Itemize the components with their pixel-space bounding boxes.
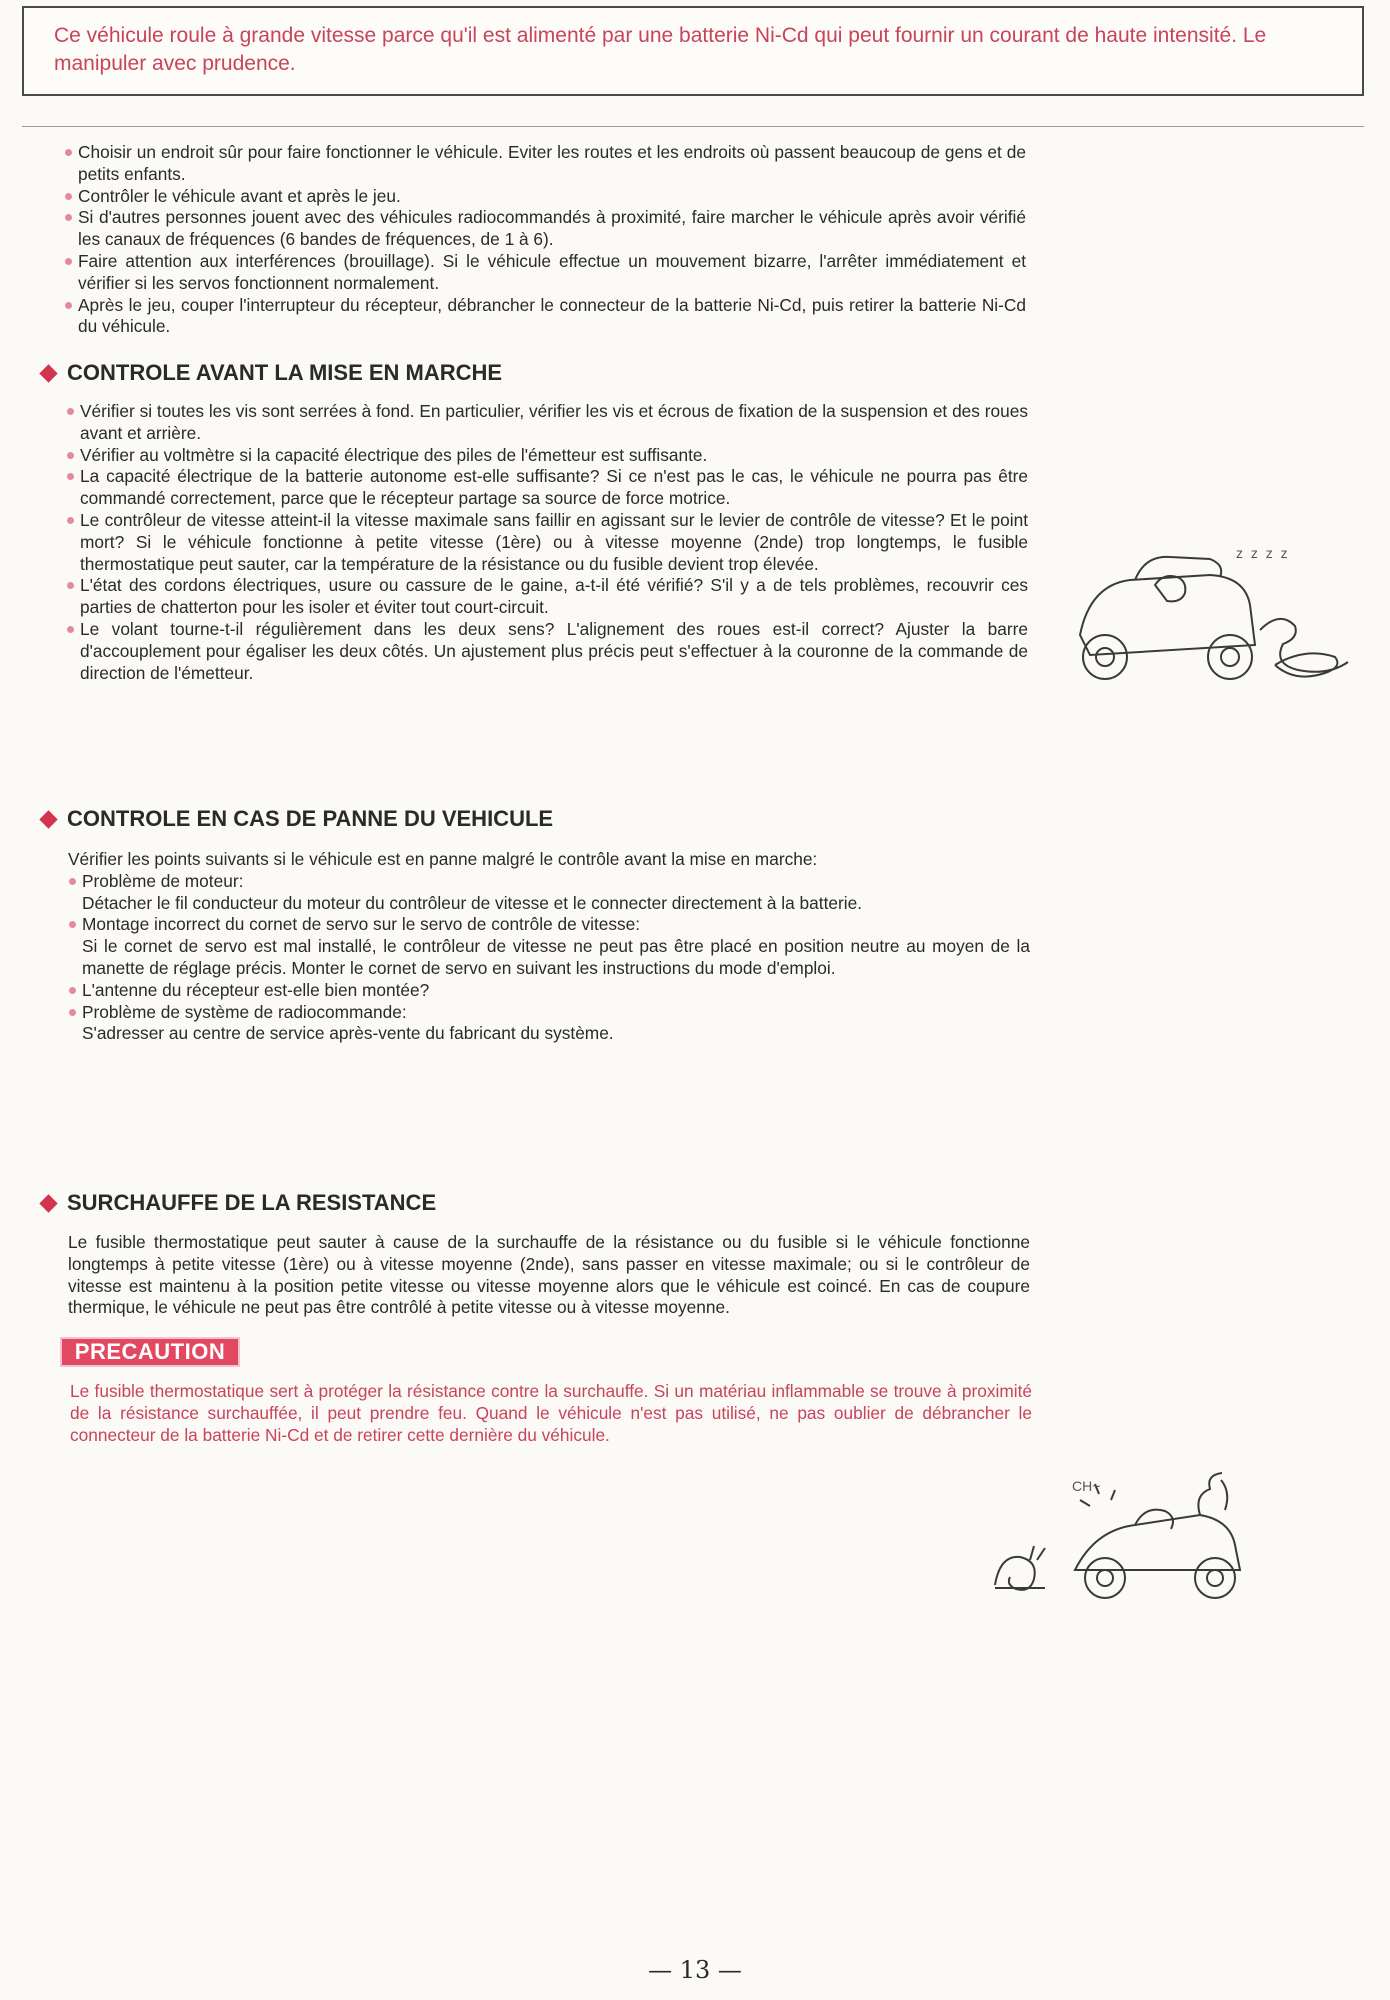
bullet-icon bbox=[65, 302, 72, 309]
panne-intro: Vérifier les points suivants si le véhicule est en panne malgré le contrôle avant la mise en marche: bbox=[68, 849, 818, 869]
bullet-icon bbox=[67, 452, 74, 459]
list-item: Le volant tourne-t-il régulièrement dans les deux sens? L'alignement des roues est-il correct? Ajuster la barre d'accouplement pour égaliser les deux côtés. Un ajustement plus précis peut s'effectuer à la couronne de la commande de direction de l'émetteur. bbox=[66, 619, 1028, 684]
list-item: Le contrôleur de vitesse atteint-il la vitesse maximale sans faillir en agissant sur le levier de contrôle de vitesse? Et le point mort? Si le véhicule fonctionne à petite vitesse (1ère) ou à vitesse moyenne (2nde) trop longtemps, le fusible thermostatique peut sauter, car la température de la résistance ou du fusible devient trop élevée. bbox=[66, 510, 1028, 575]
section-heading-controle-panne: CONTROLE EN CAS DE PANNE DU VEHICULE bbox=[38, 806, 553, 832]
diamond-icon bbox=[39, 810, 57, 828]
resistance-paragraph: Le fusible thermostatique peut sauter à cause de la surchauffe de la résistance ou du fusible si le véhicule fonctionne longtemps à petite vitesse (1ère) ou à vitesse moyenne (2nde), sans passer en vitesse maximale; ou si le contrôleur de vitesse est maintenu à la position petite vitesse ou vitesse moyenne alors que le véhicule est coincé. En cas de coupure thermique, le véhicule ne peut pas être contrôlé à petite vitesse ou à vitesse moyenne. bbox=[68, 1232, 1030, 1318]
precaution-text: Le fusible thermostatique sert à protéger la résistance contre la surchauffe. Si un matériau inflammable se trouve à proximité de la résistance surchauffée, il peut prendre feu. Quand le véhicule n'est pas utilisé, ne pas oublier de débrancher le connecteur de la batterie Ni-Cd et de retirer cette dernière du véhicule. bbox=[70, 1381, 1032, 1445]
bullet-icon bbox=[65, 214, 72, 221]
diamond-icon bbox=[39, 1194, 57, 1212]
diamond-icon bbox=[39, 364, 57, 382]
bullet-icon bbox=[65, 149, 72, 156]
page-number: — 13 — bbox=[648, 1956, 742, 1984]
panne-list bbox=[68, 871, 1030, 1045]
bullet-icon bbox=[69, 1009, 76, 1016]
controle-list bbox=[66, 401, 1028, 684]
bullet-icon bbox=[69, 878, 76, 885]
warning-box bbox=[22, 6, 1364, 96]
bullet-icon bbox=[69, 921, 76, 928]
list-item: Problème de moteur: Détacher le fil conducteur du moteur du contrôleur de vitesse et le connecter directement à la batterie. bbox=[68, 871, 1030, 915]
bullet-icon bbox=[69, 987, 76, 994]
list-item: L'état des cordons électriques, usure ou cassure de le gaine, a-t-il été vérifié? S'il y a de tels problèmes, recouvrir ces parties de chatterton pour les isoler et éviter tout court-circuit. bbox=[66, 575, 1028, 619]
snail-caption: CH~ bbox=[1072, 1478, 1101, 1494]
list-item: Contrôler le véhicule avant et après le jeu. bbox=[64, 186, 1026, 208]
precaution-label: PRECAUTION bbox=[60, 1337, 240, 1367]
list-item: Après le jeu, couper l'interrupteur du récepteur, débrancher le connecteur de la batterie Ni-Cd, puis retirer la batterie Ni-Cd du véhicule. bbox=[64, 295, 1026, 339]
divider bbox=[22, 126, 1364, 127]
bullet-icon bbox=[67, 408, 74, 415]
section-heading-surchauffe: SURCHAUFFE DE LA RESISTANCE bbox=[38, 1190, 436, 1216]
list-item: Vérifier si toutes les vis sont serrées à fond. En particulier, vérifier les vis et écrous de fixation de la suspension et des roues avant et arrière. bbox=[66, 401, 1028, 445]
list-item: Faire attention aux interférences (brouillage). Si le véhicule effectue un mouvement bizarre, l'arrêter immédiatement et vérifier si les servos fonctionnent normalement. bbox=[64, 251, 1026, 295]
warning-text: Ce véhicule roule à grande vitesse parce qu'il est alimenté par une batterie Ni-Cd qui peut fournir un courant de haute intensité. Le manipuler avec prudence. bbox=[54, 24, 1267, 75]
list-item: La capacité électrique de la batterie autonome est-elle suffisante? Si ce n'est pas le cas, le véhicule ne pourra pas être commandé correctement, parce que le récepteur partage sa source de force motrice. bbox=[66, 466, 1028, 510]
bullet-icon bbox=[65, 193, 72, 200]
snail-car-illustration bbox=[985, 1460, 1275, 1610]
intro-list bbox=[64, 142, 1026, 338]
list-item: Montage incorrect du cornet de servo sur le servo de contrôle de vitesse: Si le cornet de servo est mal installé, le contrôleur de vitesse ne peut pas être placé en position neutre au moyen de la manette de réglage précis. Monter le cornet de servo en suivant les instructions du mode d'emploi. bbox=[68, 914, 1030, 979]
sleep-caption: z z z z bbox=[1236, 545, 1290, 561]
sleeping-car-illustration bbox=[1060, 545, 1350, 695]
section-heading-controle-avant: CONTROLE AVANT LA MISE EN MARCHE bbox=[38, 360, 502, 386]
list-item: Vérifier au voltmètre si la capacité électrique des piles de l'émetteur est suffisante. bbox=[66, 445, 1028, 467]
bullet-icon bbox=[67, 473, 74, 480]
bullet-icon bbox=[65, 258, 72, 265]
bullet-icon bbox=[67, 626, 74, 633]
panne-block bbox=[68, 849, 1030, 1045]
list-item: L'antenne du récepteur est-elle bien montée? bbox=[68, 980, 1030, 1002]
list-item: Si d'autres personnes jouent avec des véhicules radiocommandés à proximité, faire marcher le véhicule après avoir vérifié les canaux de fréquences (6 bandes de fréquences, de 1 à 6). bbox=[64, 207, 1026, 251]
list-item: Choisir un endroit sûr pour faire fonctionner le véhicule. Eviter les routes et les endroits où passent beaucoup de gens et de petits enfants. bbox=[64, 142, 1026, 186]
bullet-icon bbox=[67, 582, 74, 589]
bullet-icon bbox=[67, 517, 74, 524]
list-item: Problème de système de radiocommande: S'adresser au centre de service après-vente du fabricant du système. bbox=[68, 1002, 1030, 1046]
